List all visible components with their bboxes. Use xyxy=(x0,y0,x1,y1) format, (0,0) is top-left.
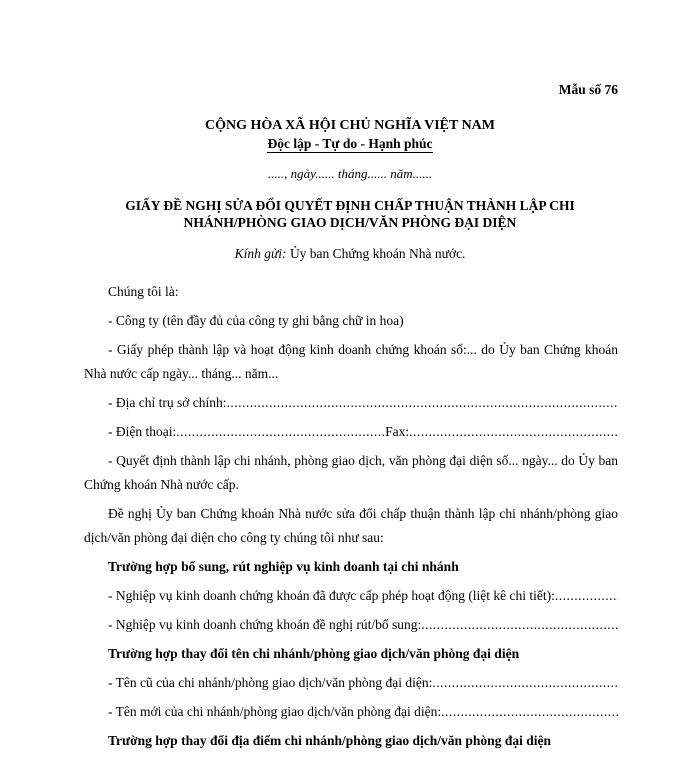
form-number: Mẫu số 76 xyxy=(558,82,618,97)
document-body xyxy=(84,280,618,758)
recipient-label: Kính gửi: xyxy=(234,246,287,261)
section1-item2 xyxy=(84,613,618,637)
motto-line xyxy=(0,136,700,152)
recipient-value: Ủy ban Chứng khoán Nhà nước. xyxy=(289,246,466,261)
address-blank xyxy=(227,391,619,415)
nation-heading: CỘNG HÒA XÃ HỘI CHỦ NGHĨA VIỆT NAM xyxy=(204,118,495,133)
request-paragraph: Đề nghị Ủy ban Chứng khoán Nhà nước sửa đổi chấp thuận thành lập chi nhánh/phòng giao dịch/văn phòng đại diện cho công ty chúng tôi như sau: xyxy=(84,506,618,545)
motto-text: Độc lập - Tự do - Hạnh phúc xyxy=(267,136,433,151)
section2-item2-label: - Tên mới của chi nhánh/phòng giao dịch/văn phòng đại diện: xyxy=(108,704,442,719)
section2-heading: Trường hợp thay đổi tên chi nhánh/phòng giao dịch/văn phòng đại diện xyxy=(108,646,520,661)
decision-paragraph: - Quyết định thành lập chi nhánh, phòng giao dịch, văn phòng đại diện số... ngày... do Ủy ban Chứng khoán Nhà nước cấp. xyxy=(84,453,618,492)
section1-item1 xyxy=(84,584,618,608)
title-line-1: GIẤY ĐỀ NGHỊ SỬA ĐỔI QUYẾT ĐỊNH CHẤP THUẬN THÀNH LẬP CHI xyxy=(125,198,575,213)
section2-item1-label: - Tên cũ của chi nhánh/phòng giao dịch/văn phòng đại diện: xyxy=(108,675,433,690)
section2-item1 xyxy=(84,671,618,695)
section1-item2-label: - Nghiệp vụ kinh doanh chứng khoán đề nghị rút/bổ sung: xyxy=(108,617,422,632)
section1-item2-blank xyxy=(421,613,618,637)
license-paragraph: - Giấy phép thành lập và hoạt động kinh doanh chứng khoán số:... do Ủy ban Chứng khoán Nhà nước cấp ngày... tháng... năm... xyxy=(84,342,618,381)
section3-heading: Trường hợp thay đổi địa điểm chi nhánh/phòng giao dịch/văn phòng đại diện xyxy=(108,733,551,748)
phone-blank xyxy=(176,420,385,444)
address-label: - Địa chỉ trụ sở chính: xyxy=(108,395,227,410)
section2-item2-blank xyxy=(441,700,618,724)
document-title xyxy=(0,197,700,231)
recipient-line xyxy=(0,246,700,262)
fax-label: Fax: xyxy=(385,424,410,439)
section1-heading: Trường hợp bổ sung, rút nghiệp vụ kinh doanh tại chi nhánh xyxy=(108,559,459,574)
date-line: ....., ngày...... tháng...... năm...... xyxy=(267,166,433,181)
section2-item1-blank xyxy=(432,671,618,695)
phone-fax-line xyxy=(84,420,618,444)
section1-item1-label: - Nghiệp vụ kinh doanh chứng khoán đã được cấp phép hoạt động (liệt kê chi tiết): xyxy=(108,588,555,603)
fax-blank xyxy=(409,420,618,444)
section2-item2 xyxy=(84,700,618,724)
phone-label: - Điện thoại: xyxy=(108,424,177,439)
section1-item1-blank xyxy=(555,584,618,608)
intro-paragraph: Chúng tôi là: xyxy=(108,284,179,299)
address-line xyxy=(84,391,618,415)
title-line-2: NHÁNH/PHÒNG GIAO DỊCH/VĂN PHÒNG ĐẠI DIỆN xyxy=(183,215,517,230)
company-paragraph: - Công ty (tên đầy đủ của công ty ghi bằng chữ in hoa) xyxy=(108,313,404,328)
